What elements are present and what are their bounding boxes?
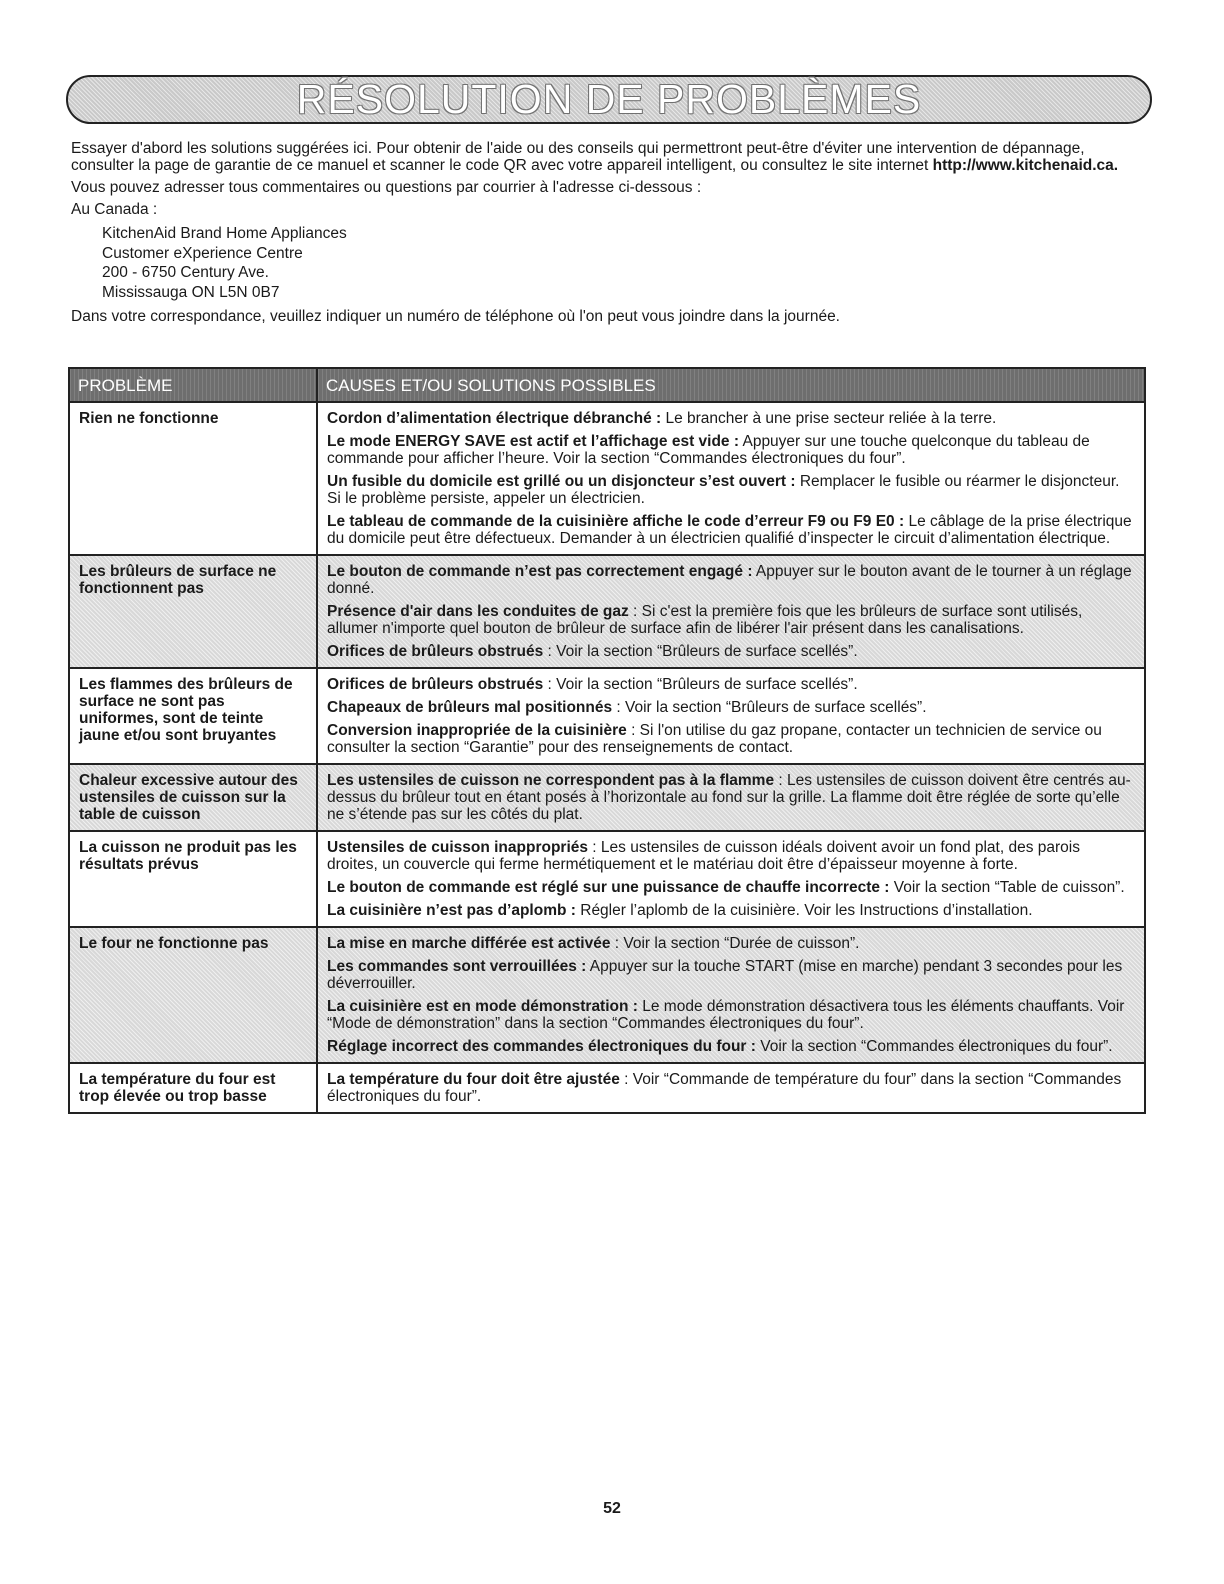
table-row <box>69 831 1145 927</box>
solution-item: La température du four doit être ajustée : Voir “Commande de température du four” dans la section “Commandes électroniques du four”. <box>327 1071 1122 1105</box>
page-number: 52 <box>603 1500 621 1517</box>
table-row <box>69 927 1145 1063</box>
solution-item: Les ustensiles de cuisson ne correspondent pas à la flamme : Les ustensiles de cuisson doivent être centrés au-dessus du brûleur tout en étant posés à l’horizontale au fond sur la grille. La flamme doit être réglée de sorte qu’elle ne s’étende pas sur les côtés du plat. <box>327 772 1131 823</box>
page-title: RÉSOLUTION DE PROBLÈMES <box>296 76 922 122</box>
solutions-cell <box>317 555 1145 668</box>
table-row <box>69 668 1145 764</box>
problem-cell: Rien ne fonctionne <box>69 402 317 555</box>
solution-item: Cordon d’alimentation électrique débranché : Le brancher à une prise secteur reliée à la terre. <box>327 410 997 427</box>
solution-item: Présence d'air dans les conduites de gaz : Si c'est la première fois que les brûleurs de surface sont utilisés, allumer n'importe quel bouton de brûleur de surface afin de libérer l'air présent dans les canalisations. <box>327 603 1083 637</box>
table-row <box>69 764 1145 831</box>
intro-paragraph: Essayer d'abord les solutions suggérées ici. Pour obtenir de l'aide ou des conseils qui permettront peut-être d'éviter une intervention de dépannage, consulter la page de garantie de ce manuel et scanner le code QR avec votre appareil intelligent, ou consultez le site internet http://www.kitchenaid.ca. <box>71 140 1119 174</box>
address-line: KitchenAid Brand Home Appliances <box>102 225 347 242</box>
address-line: Customer eXperience Centre <box>102 244 303 262</box>
solutions-cell <box>317 764 1145 831</box>
address-line: 200 - 6750 Century Ave. <box>102 264 269 281</box>
column-header-problem: PROBLÈME <box>69 368 317 402</box>
solution-item: Le tableau de commande de la cuisinière affiche le code d’erreur F9 ou F9 E0 : Le câblage de la prise électrique du domicile peut être défectueux. Demander à un électricien qualifié d’inspecter le circuit d’alimentation électrique. <box>327 513 1132 547</box>
table-row <box>69 555 1145 668</box>
solution-item: La cuisinière n’est pas d’aplomb : Régler l’aplomb de la cuisinière. Voir les Instructions d’installation. <box>327 902 1033 919</box>
mailing-address <box>102 224 1141 302</box>
solution-item: Un fusible du domicile est grillé ou un disjoncteur s’est ouvert : Remplacer le fusible ou réarmer le disjoncteur. Si le problème persiste, appeler un électricien. <box>327 473 1120 507</box>
solutions-cell <box>317 1063 1145 1113</box>
solution-item: Les commandes sont verrouillées : Appuyer sur la touche START (mise en marche) pendant 3 secondes pour les déverrouiller. <box>327 958 1123 992</box>
solutions-cell <box>317 927 1145 1063</box>
problem-cell: Les brûleurs de surface ne fonctionnent pas <box>69 555 317 668</box>
problem-cell: La température du four est trop élevée ou trop basse <box>69 1063 317 1113</box>
solution-item: Conversion inappropriée de la cuisinière : Si l'on utilise du gaz propane, contacter un technicien de service ou consulter la section “Garantie” pour des renseignements de contact. <box>327 722 1102 756</box>
solution-item: La mise en marche différée est activée : Voir la section “Durée de cuisson”. <box>327 935 860 952</box>
solution-item: Le mode ENERGY SAVE est actif et l’affichage est vide : Appuyer sur une touche quelconque du tableau de commande pour afficher l’heure. Voir la section “Commandes électroniques du four”. <box>327 433 1090 467</box>
table-header-row <box>69 368 1145 402</box>
troubleshooting-table <box>68 367 1146 1114</box>
table-row <box>69 1063 1145 1113</box>
contact-paragraph: Vous pouvez adresser tous commentaires ou questions par courrier à l'adresse ci-dessous : <box>71 179 702 196</box>
solution-item: Le bouton de commande n’est pas correctement engagé : Appuyer sur le bouton avant de le tourner à un réglage donné. <box>327 563 1132 597</box>
page-title-banner <box>66 75 1152 124</box>
address-line: Mississauga ON L5N 0B7 <box>102 283 280 301</box>
problem-cell: La cuisson ne produit pas les résultats prévus <box>69 831 317 927</box>
solution-item: Orifices de brûleurs obstrués : Voir la section “Brûleurs de surface scellés”. <box>327 676 858 693</box>
column-header-solutions: CAUSES ET/OU SOLUTIONS POSSIBLES <box>317 368 1145 402</box>
solution-item: Réglage incorrect des commandes électroniques du four : Voir la section “Commandes électroniques du four”. <box>327 1038 1113 1055</box>
intro-section <box>71 140 1141 330</box>
problem-cell: Le four ne fonctionne pas <box>69 927 317 1063</box>
solutions-cell <box>317 402 1145 555</box>
table-row <box>69 402 1145 555</box>
solution-item: Le bouton de commande est réglé sur une puissance de chauffe incorrecte : Voir la section “Table de cuisson”. <box>327 879 1125 896</box>
solution-item: Ustensiles de cuisson inappropriés : Les ustensiles de cuisson idéals doivent avoir un fond plat, des parois droites, un couvercle qui ferme hermétiquement et le matériau doit être d’épaisseur moyenne à forte. <box>327 839 1080 873</box>
correspondence-note: Dans votre correspondance, veuillez indiquer un numéro de téléphone où l'on peut vous joindre dans la journée. <box>71 308 840 325</box>
problem-cell: Les flammes des brûleurs de surface ne sont pas uniformes, sont de teinte jaune et/ou sont bruyantes <box>69 668 317 764</box>
country-label: Au Canada : <box>71 201 158 218</box>
solution-item: Orifices de brûleurs obstrués : Voir la section “Brûleurs de surface scellés”. <box>327 643 858 660</box>
problem-cell: Chaleur excessive autour des ustensiles de cuisson sur la table de cuisson <box>69 764 317 831</box>
solution-item: Chapeaux de brûleurs mal positionnés : Voir la section “Brûleurs de surface scellés”. <box>327 699 927 716</box>
solutions-cell <box>317 831 1145 927</box>
solution-item: La cuisinière est en mode démonstration : Le mode démonstration désactivera tous les éléments chauffants. Voir “Mode de démonstration” dans la section “Commandes électroniques du four”. <box>327 998 1125 1032</box>
website-link[interactable]: http://www.kitchenaid.ca <box>932 157 1114 174</box>
solutions-cell <box>317 668 1145 764</box>
